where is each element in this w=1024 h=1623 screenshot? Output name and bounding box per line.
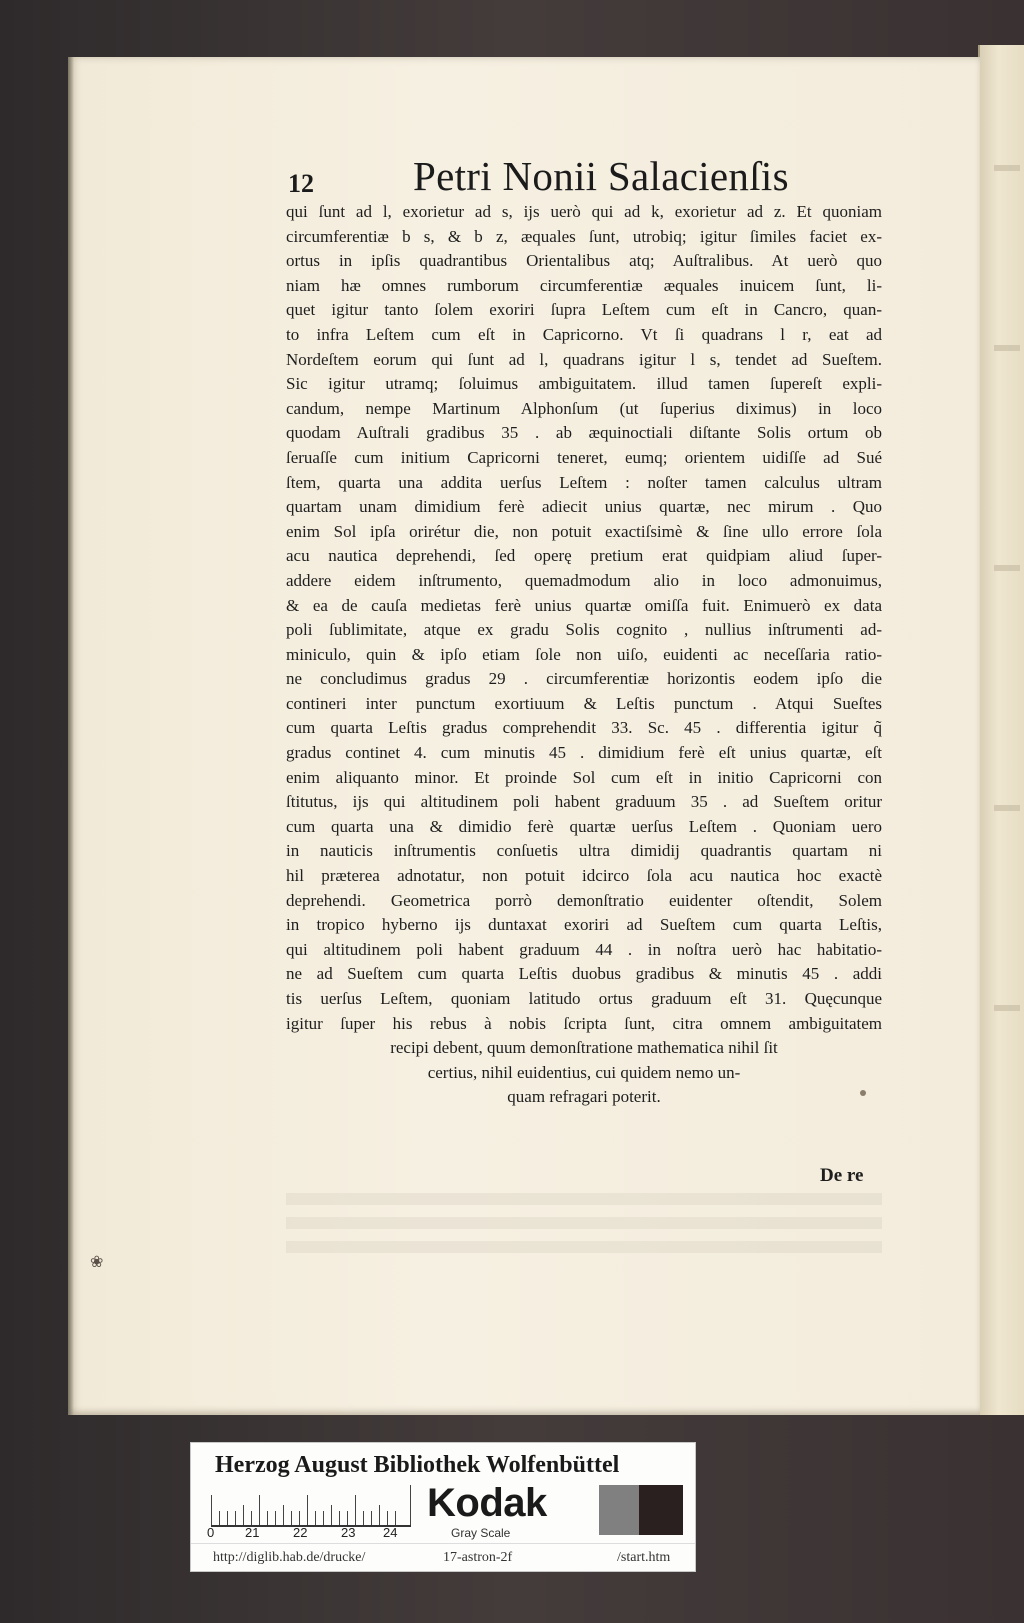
- ruler-tick: [315, 1511, 316, 1525]
- color-calibration-card: [190, 1442, 696, 1572]
- text-line: contineri inter punctum exortiuum & Leſtis punctum . Atqui Sueſtes: [286, 693, 882, 713]
- ruler-tick: [299, 1511, 300, 1525]
- library-name: Herzog August Bibliothek Wolfenbüttel: [215, 1452, 620, 1478]
- text-line: ne concludimus gradus 29 . circumferentiæ horizontis eodem ipſo die: [286, 669, 882, 689]
- text-line: Sic igitur utramq; ſoluimus ambiguitatem. illud tamen ſupereſt expli-: [286, 374, 882, 394]
- show-through: [286, 1193, 882, 1205]
- ruler-tick: [347, 1511, 348, 1525]
- bleed-mark: [994, 165, 1020, 171]
- ruler-tick: [363, 1511, 364, 1525]
- ruler-label: 22: [293, 1525, 308, 1540]
- ruler-label: 24: [383, 1525, 398, 1540]
- text-line: recipi debent, quum demonſtratione mathematica nihil ſit: [390, 1038, 778, 1058]
- ruler-tick: [235, 1511, 236, 1525]
- text-line: ſtem, quarta una addita uerſus Leſtem : noſter tamen calculus ultram: [286, 472, 882, 492]
- ruler-tick: [227, 1511, 228, 1525]
- show-through: [286, 1241, 882, 1253]
- flower-ornament-icon: ❀: [90, 1254, 104, 1271]
- ruler-tick: [395, 1511, 396, 1525]
- text-line: tis uerſus Leſtem, quoniam latitudo ortus graduum eſt 31. Quęcunque: [286, 989, 882, 1008]
- text-line: ſeruaſſe cum initium Capricorni teneret, eumq; orientem uidiſſe ad Sué: [286, 447, 882, 467]
- ruler-tick: [355, 1495, 356, 1525]
- text-line: in nauticis inſtrumentis conſuetis ultra dimidij quadrantis quartam ni: [286, 841, 882, 861]
- ruler-tick: [291, 1511, 292, 1525]
- ruler-label: 23: [341, 1525, 356, 1540]
- ruler-tick: [283, 1505, 284, 1525]
- text-line: cum quarta una & dimidio ferè quartæ uerſus Leſtem . Quoniam uero: [286, 816, 882, 836]
- running-head: Petri Nonii Salacienſis: [413, 153, 789, 199]
- text-line: in tropico hyberno ijs duntaxat exoriri ad Sueſtem cum quarta Leſtis,: [286, 915, 882, 935]
- ruler-labels: [207, 1525, 407, 1541]
- text-line: hil præterea adnotatur, non potuit idcirco ſola acu nautica hoc exactè: [286, 866, 882, 886]
- body-text: [286, 200, 882, 1110]
- ruler-tick: [243, 1505, 244, 1525]
- url-document-id: 17-astron-2f: [443, 1550, 513, 1565]
- ruler-tick: [267, 1511, 268, 1525]
- text-line: enim Sol ipſa orirétur die, non potuit exactiſsimè & ſine ullo errore ſola: [286, 521, 882, 541]
- ruler-tick: [387, 1511, 388, 1525]
- text-line: miniculo, quin & ipſo etiam ſole non uiſo, euidenti ac neceſſaria ratio-: [286, 644, 882, 664]
- show-through: [286, 1217, 882, 1229]
- gray-swatch-dark: [639, 1485, 683, 1535]
- ruler-tick: [307, 1495, 308, 1525]
- gray-swatch-mid: [599, 1485, 639, 1535]
- text-line: addere eidem inſtrumento, quemadmodum alio in loco admonuimus,: [286, 570, 882, 590]
- ruler-label: 21: [245, 1525, 260, 1540]
- text-line: quam refragari poterit.: [507, 1087, 661, 1107]
- catchword: De re: [820, 1165, 864, 1186]
- text-line: certius, nihil euidentius, cui quidem nemo un-: [427, 1062, 741, 1082]
- facing-page-edge: [978, 45, 1024, 1415]
- text-line: qui ſunt ad l, exorietur ad s, ijs uerò qui ad k, exorietur ad z. Et quoniam: [286, 202, 882, 221]
- ruler-label: 0: [207, 1525, 215, 1540]
- text-line: cum quarta Leſtis gradus comprehendit 33. Sc. 45 . differentia igitur q̃: [286, 718, 882, 738]
- text-line: & ea de cauſa medietas ferè unius quartæ omiſſa fuit. Enimuerò ex data: [286, 595, 882, 615]
- text-line: deprehendi. Geometrica porrò demonſtratio euidenter oſtendit, Solem: [286, 890, 882, 910]
- text-line: igitur ſuper his rebus à nobis ſcripta ſunt, citra omnem ambiguitatem: [286, 1013, 882, 1033]
- text-line: ne ad Sueſtem cum quarta Leſtis duobus gradibus & minutis 45 . addi: [286, 964, 882, 984]
- text-line: quet igitur tanto ſolem exoriri ſupra Leſtem cum eſt in Cancro, quan-: [286, 300, 882, 320]
- text-line: to infra Leſtem cum eſt in Capricorno. Vt ſi quadrans l r, eat ad: [286, 324, 882, 344]
- ruler-tick: [331, 1505, 332, 1525]
- measurement-ruler: [211, 1485, 411, 1527]
- kodak-logo: Kodak: [427, 1481, 547, 1525]
- bleed-mark: [994, 1005, 1020, 1011]
- text-line: niam hæ omnes rumborum circumferentiæ æquales inuicem ſunt, li-: [286, 275, 882, 295]
- ruler-tick: [379, 1505, 380, 1525]
- text-line: circumferentiæ b s, & b z, æquales ſunt, utrobiq; igitur ſimiles faciet ex-: [286, 226, 882, 246]
- book-page: [68, 57, 980, 1415]
- ruler-tick: [219, 1511, 220, 1525]
- ruler-tick: [410, 1485, 411, 1525]
- text-line: quartam unam dimidium ferè adiecit unius quartæ, nec mirum . Quo: [286, 497, 882, 517]
- bleed-mark: [994, 345, 1020, 351]
- url-prefix: http://diglib.hab.de/drucke/: [213, 1550, 366, 1565]
- bleed-mark: [994, 805, 1020, 811]
- text-line: ortus in ipſis quadrantibus Orientalibus atq; Auſtralibus. At uerò quo: [286, 251, 882, 271]
- bleed-mark: [994, 565, 1020, 571]
- text-line: acu nautica deprehendi, ſed operę pretium erat quidpiam aliud ſuper-: [286, 546, 882, 566]
- text-line: ſtitutus, ijs qui altitudinem poli habent graduum 35 . ad Sueſtem oritur: [286, 792, 882, 812]
- ink-spot: [860, 1090, 866, 1096]
- ruler-tick: [323, 1511, 324, 1525]
- ruler-tick: [339, 1511, 340, 1525]
- ruler-tick: [371, 1511, 372, 1525]
- text-line: candum, nempe Martinum Alphonſum (ut ſuperius diximus) in loco: [286, 398, 882, 418]
- text-line: qui altitudinem poli habent graduum 44 . in noſtra uerò hac habitatio-: [286, 939, 882, 959]
- ruler-tick: [259, 1495, 260, 1525]
- ruler-tick: [275, 1511, 276, 1525]
- gray-scale-label: Gray Scale: [451, 1526, 511, 1540]
- ruler-tick: [211, 1495, 212, 1525]
- ruler-tick: [251, 1511, 252, 1525]
- text-line: quodam Auſtrali gradibus 35 . ab æquinoctiali diſtante Solis ortum ob: [286, 423, 882, 443]
- url-suffix: /start.htm: [617, 1550, 671, 1565]
- text-line: Nordeſtem eorum qui ſunt ad l, quadrans igitur l s, tendet ad Sueſtem.: [286, 349, 882, 369]
- card-footer: [191, 1543, 695, 1572]
- page-number: 12: [288, 169, 314, 198]
- text-line: poli ſublimitate, atque ex gradu Solis cognito , nullius inſtrumenti ad-: [286, 620, 882, 640]
- text-line: enim aliquanto minor. Et proinde Sol cum eſt in initio Capricorni con: [286, 767, 882, 787]
- text-line: gradus continet 4. cum minutis 45 . dimidium ferè eſt unius quartæ, eſt: [286, 743, 882, 763]
